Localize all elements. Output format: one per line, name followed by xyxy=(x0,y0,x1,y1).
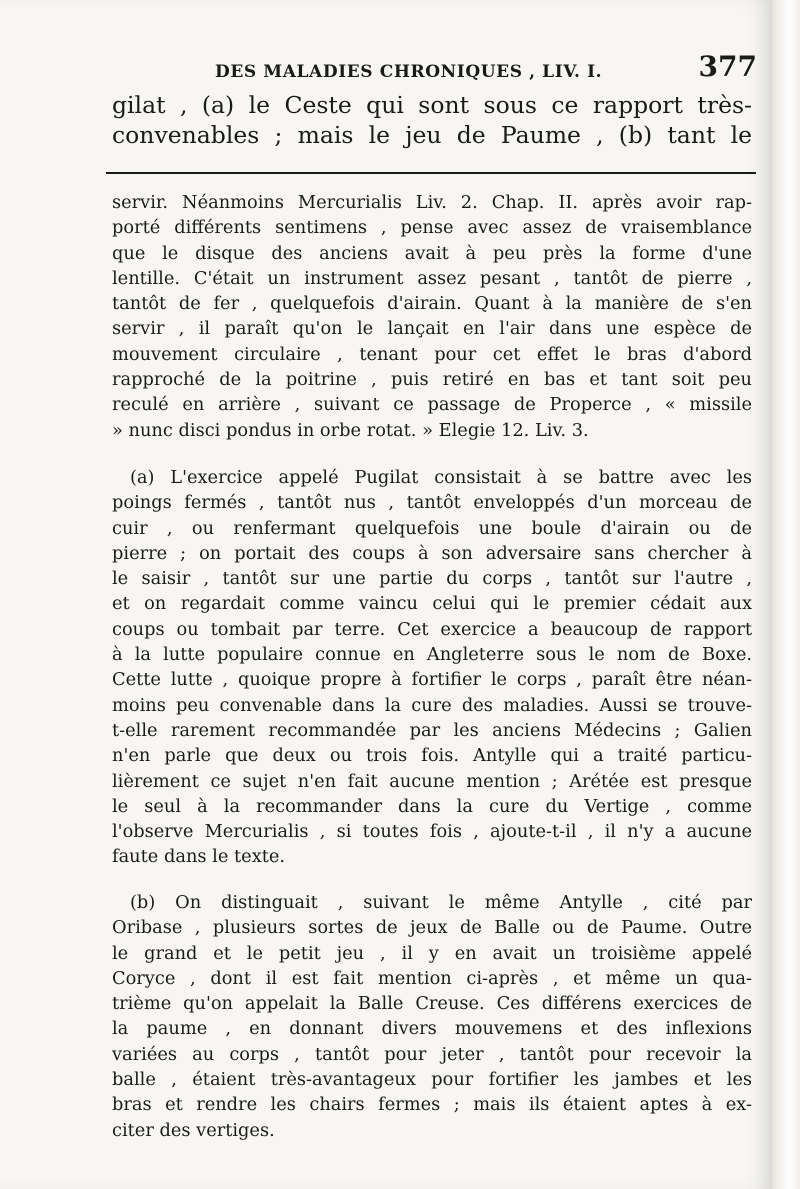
footnote-line: le saisir , tantôt sur une partie du corps , tantôt sur l'autre , xyxy=(112,568,752,590)
footnote-line: l'observe Mercurialis , si toutes fois , ajoute-t-il , il n'y a aucune xyxy=(112,821,752,843)
footnote-a xyxy=(112,465,752,870)
footnote-line: lièrement ce sujet n'en fait aucune mention ; Arétée est presque xyxy=(112,770,752,792)
footnote-line: lentille. C'était un instrument assez pesant , tantôt de pierre , xyxy=(112,267,752,289)
footnote-line: trième qu'on appelait la Balle Creuse. Ces différens exercices de xyxy=(112,993,752,1015)
footnote-line: servir , il paraît qu'on le lançait en l'air dans une espèce de xyxy=(112,318,752,340)
footnote-line: (a) L'exercice appelé Pugilat consistait à se battre avec les xyxy=(130,467,752,488)
footnote-line: citer des vertiges. xyxy=(112,1119,275,1141)
page-number: 377 xyxy=(698,50,757,83)
footnote-line: Cette lutte , quoique propre à fortifier le corps , paraît être néan- xyxy=(112,669,752,691)
footnote-line: reculé en arrière , suivant ce passage de Properce , « missile xyxy=(112,394,752,416)
footnote-line: » nunc disci pondus in orbe rotat. » Elegie 12. Liv. 3. xyxy=(112,419,589,441)
footnote-line: (b) On distinguait , suivant le même Antylle , cité par xyxy=(130,892,752,913)
main-text-line: convenables ; mais le jeu de Paume , (b) tant le xyxy=(112,121,752,149)
main-text-line: gilat , (a) le Ceste qui sont sous ce rapport très- xyxy=(112,91,752,119)
page-header xyxy=(215,50,757,86)
footnote-b xyxy=(112,890,752,1143)
footnote-line: le seul à la recommander dans la cure du Vertige , comme xyxy=(112,795,752,817)
footnote-line: et on regardait comme vaincu celui qui le premier cédait aux xyxy=(112,593,752,615)
footnote-line: le grand et le petit jeu , il y en avait un troisième appelé xyxy=(112,942,752,964)
footnote-line: la paume , en donnant divers mouvemens et des inflexions xyxy=(112,1018,752,1040)
footnote-line: moins peu convenable dans la cure des maladies. Aussi se trouve- xyxy=(112,694,752,716)
footnote-line: Oribase , plusieurs sortes de jeux de Balle ou de Paume. Outre xyxy=(112,917,752,939)
footnote-line: rapproché de la poitrine , puis retiré en bas et tant soit peu xyxy=(112,369,752,391)
footnote-line: balle , étaient très-avantageux pour fortifier les jambes et les xyxy=(112,1069,752,1091)
footnote-line: servir. Néanmoins Mercurialis Liv. 2. Chap. II. après avoir rap- xyxy=(112,192,752,213)
footnote-line: à la lutte populaire connue en Angleterre sous le nom de Boxe. xyxy=(112,644,752,666)
footnote-line: t-elle rarement recommandée par les anciens Médecins ; Galien xyxy=(112,719,752,741)
footnote-line: cuir , ou renfermant quelquefois une boule d'airain ou de xyxy=(112,517,752,539)
footnote-line: pierre ; on portait des coups à son adversaire sans chercher à xyxy=(112,542,752,564)
footnote-line: bras et rendre les chairs fermes ; mais ils étaient aptes à ex- xyxy=(112,1094,752,1116)
footnote-line: poings fermés , tantôt nus , tantôt enveloppés d'un morceau de xyxy=(112,492,752,514)
footnote-line: porté différents sentimens , pense avec assez de vraisemblance xyxy=(112,217,752,239)
footnote-line: Coryce , dont il est fait mention ci-après , et même un qua- xyxy=(112,967,752,989)
footnote-line: faute dans le texte. xyxy=(112,846,286,868)
footnote-line: tantôt de fer , quelquefois d'airain. Quant à la manière de s'en xyxy=(112,293,752,315)
running-head: DES MALADIES CHRONIQUES , LIV. I. xyxy=(215,62,603,82)
footnote-line: mouvement circulaire , tenant pour cet effet le bras d'abord xyxy=(112,343,752,365)
footnote-divider xyxy=(106,172,756,174)
footnote-line: variées au corps , tantôt pour jeter , tantôt pour recevoir la xyxy=(112,1043,752,1065)
footnote-line: coups ou tombait par terre. Cet exercice a beaucoup de rapport xyxy=(112,618,752,640)
footnote-line: n'en parle que deux ou trois fois. Antylle qui a traité particu- xyxy=(112,745,752,767)
footnote-line: que le disque des anciens avait à peu près la forme d'une xyxy=(112,242,752,264)
page-edge xyxy=(772,0,800,1189)
footnote-continuation xyxy=(112,190,752,443)
main-text xyxy=(112,90,752,150)
